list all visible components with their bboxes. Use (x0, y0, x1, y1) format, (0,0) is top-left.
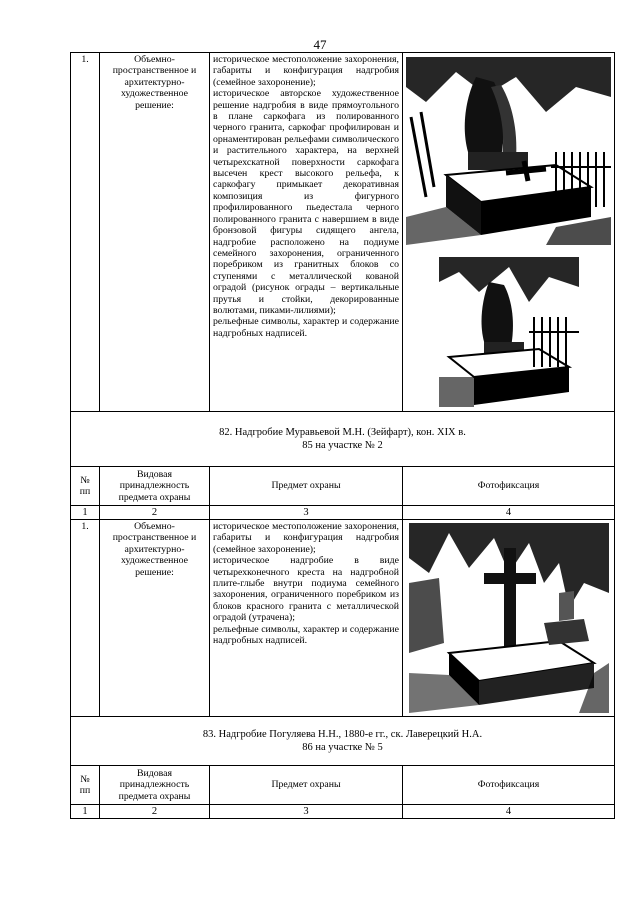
item-type: Объемно-пространственное и архитектурно-художественное решение: (100, 53, 210, 412)
protection-subject (210, 520, 403, 717)
item-type: Объемно-пространственное и архитектурно-художественное решение: (100, 520, 210, 717)
header-num: № пп (71, 766, 100, 805)
entry-location: 85 на участке № 2 (302, 440, 383, 451)
subject-line: рельефные символы, характер и содержание надгробных надписей. (213, 316, 399, 339)
angel-sarcophagus-photo-2 (439, 257, 579, 407)
entry-location: 86 на участке № 5 (302, 742, 383, 753)
header-photo: Фотофиксация (403, 766, 615, 805)
table-header (71, 766, 615, 805)
column-numbers (71, 506, 615, 520)
subject-line: рельефные символы, характер и содержание надгробных надписей. (213, 623, 399, 647)
protection-subject (210, 53, 403, 412)
header-subject: Предмет охраны (210, 766, 403, 805)
col-number: 4 (403, 805, 615, 819)
table-header (71, 467, 615, 506)
col-number: 3 (210, 805, 403, 819)
col-number: 1 (71, 506, 100, 520)
col-number: 1 (71, 805, 100, 819)
subject-line: историческое местоположение захоронения, габариты и конфигурация надгробия (семейное захоронение); (213, 521, 399, 555)
col-number: 3 (210, 506, 403, 520)
header-type: Видовая принадлежность предмета охраны (100, 467, 210, 506)
entry-title: 82. Надгробие Муравьевой М.Н. (Зейфарт), кон. XIX в. (219, 427, 466, 438)
page-number: 47 (313, 37, 327, 52)
header-num: № пп (71, 467, 100, 506)
header-type: Видовая принадлежность предмета охраны (100, 766, 210, 805)
entry-title: 83. Надгробие Погуляева Н.Н., 1880-е гг., ск. Лаверецкий Н.А. (202, 729, 483, 740)
angel-sarcophagus-photo (406, 57, 611, 245)
table-row (71, 53, 615, 412)
subject-line: историческое авторское художественное решение надгробия в виде прямоугольного в плане саркофага из полированного черного гранита, саркофаг профилирован и орнаментирован рельефами символического и растительного характера, на верхней четырехскатной поверхности саркофага высечен крест высокого рельефа, к саркофагу примыкает декоративная композиция из фигурного профилированного пьедестала черного полированного гранита с навершием в виде бронзовой фигуры сидящего ангела, надгробие расположено на подиуме семейного захоронения, ограниченного поребриком из гранитных блоков со ступенями с металлической кованой оградой (рисунок ограды – вертикальные прутья и стойки, декорированные волютами, пиками-лилиями); (213, 88, 399, 316)
photo-cell (403, 520, 615, 717)
header-subject: Предмет охраны (210, 467, 403, 506)
protection-table (70, 52, 615, 819)
header-photo: Фотофиксация (403, 467, 615, 506)
col-number: 2 (100, 506, 210, 520)
subject-line: историческое надгробие в виде четырехконечного креста на надгробной плите-глыбе внутри подиума семейного захоронения, ограниченного поребриком из блоков красного гранита с металлической оградой (утрачена); (213, 555, 399, 624)
row-number: 1. (71, 53, 100, 412)
photo-cell (403, 53, 615, 412)
col-number: 2 (100, 805, 210, 819)
row-number: 1. (71, 520, 100, 717)
col-number: 4 (403, 506, 615, 520)
table-row (71, 520, 615, 717)
subject-line: историческое местоположение захоронения, габариты и конфигурация надгробия (семейное захоронение); (213, 54, 399, 88)
entry-caption (71, 717, 615, 766)
cross-grave-photo (409, 523, 609, 713)
column-numbers (71, 805, 615, 819)
entry-caption (71, 412, 615, 467)
